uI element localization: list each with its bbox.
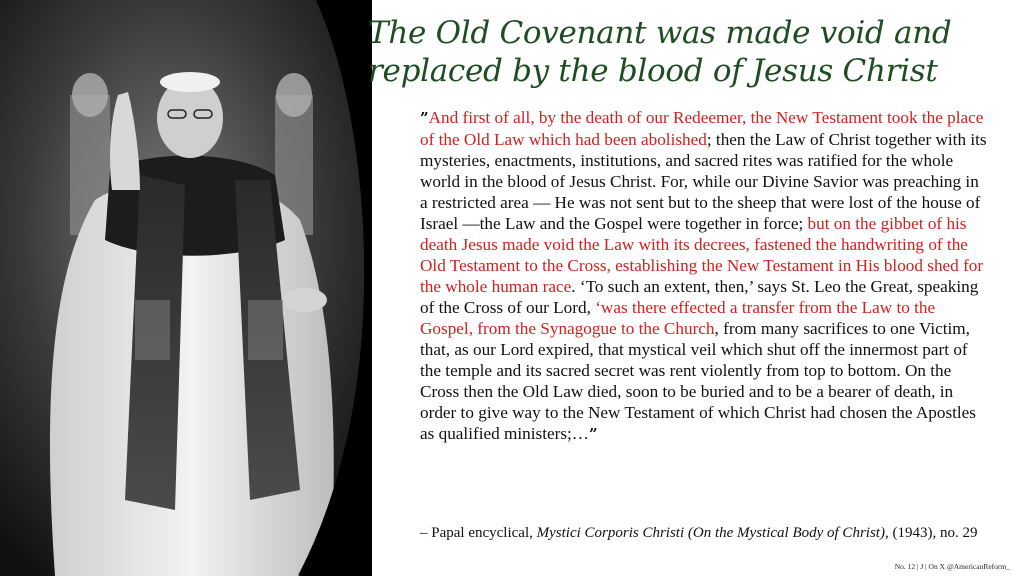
quote-highlight: ‘was there effected a transfer from the Law to the Gospel, from the Synagogue to the Church (420, 298, 936, 338)
quote-highlight: but on the gibbet of his death Jesus made void the Law with its decrees, fastened the handwriting of the Old Testament to the Cross, establishing the New Testament in His blood shed for the whole human race (420, 214, 984, 296)
footer-credit: No. 12 | J | On X @AmericanReform_ (894, 562, 1010, 571)
quote-text: . ‘To such an extent, then,’ says St. Leo the Great, speaking of the Cross of our Lord, (420, 277, 979, 317)
citation-suffix: , (1943), no. 29 (884, 525, 978, 541)
citation-prefix: – Papal encyclical, (420, 525, 537, 541)
quote-highlight: And first of all, by the death of our Redeemer, the New Testament took the place of the Old Law which had been abolished (420, 108, 984, 149)
quote-text: , from many sacrifices to one Victim, that, as our Lord expired, that mystical veil which shut off the innermost part of the temple and its sacred secret was rent violently from top to bottom. On the Cross then the Old Law died, soon to be buried and to be a bearer of death, in order to give way to the New Testament of which Christ had chosen the Apostles as qualified ministers;… (420, 319, 976, 443)
pope-photo (0, 0, 372, 576)
citation-work: Mystici Corporis Christi (On the Mystical Body of Christ) (536, 525, 885, 541)
quote-text: ; then the Law of Christ together with its mysteries, enactments, institutions, and sacred rites was ratified for the whole world in the blood of Jesus Christ. For, while our Divine Savior was preaching in a restricted area — He was not sent but to the sheep that were lost of the house of Israel —the Law and the Gospel were together in force; (420, 130, 987, 233)
slide-title: The Old Covenant was made void and replaced by the blood of Jesus Christ (368, 15, 952, 89)
quote-body (420, 108, 987, 443)
encyclical-quote (420, 107, 990, 445)
close-quote-mark: ” (588, 425, 598, 443)
citation (420, 523, 1000, 543)
open-quote-mark: ” (420, 109, 429, 127)
